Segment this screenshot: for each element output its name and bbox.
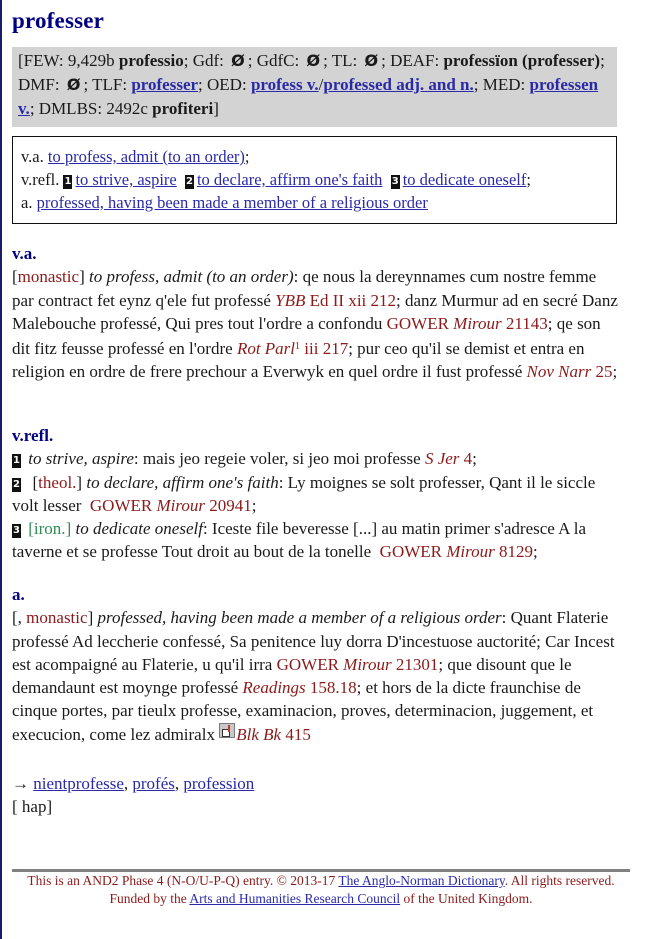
label-close: ] [87, 608, 98, 628]
citation[interactable] [425, 449, 472, 468]
empty-set-icon: Ø [66, 75, 81, 94]
med-label: ; MED: [473, 75, 530, 94]
gloss: to declare, affirm one's faith [86, 472, 279, 492]
footer [12, 872, 630, 907]
punct: ; [472, 449, 477, 469]
pos-label: v.refl. [21, 170, 64, 189]
pos-label: v.a. [21, 147, 48, 166]
footer-copyright [12, 872, 630, 890]
related-links [12, 772, 622, 795]
cross-reference-box [12, 47, 617, 127]
citation-ref: 21143 [501, 313, 548, 333]
footer-text: of the United Kingdom. [400, 890, 533, 906]
tl-label: ; TL: [323, 51, 362, 70]
quotation: : qe nous la dereynnames cum nostre femme par contract fet eynz q'ele fut professé [12, 267, 597, 310]
gloss: professed, having been made a member of a religious order [97, 608, 502, 628]
quotation: ; et hors de la dicte fraunchise de cinque portes, par tieulx professe, examinacion, proves, determinacion, juggement, et execucion, come lez admiralx [12, 678, 594, 744]
quotation: ; que disount que le demandaunt est moynge professé [12, 654, 572, 698]
few-word: professio [118, 51, 184, 70]
punct: ; [244, 147, 250, 166]
sense-number-badge: 1 [13, 455, 20, 467]
citation-ref: 415 [281, 724, 311, 744]
sense-number-badge: 2 [185, 176, 193, 187]
citation[interactable] [387, 314, 548, 333]
gdf-label: ; Gdf: [183, 51, 229, 70]
citation[interactable] [236, 725, 311, 744]
citation-title: Mirour [156, 495, 205, 515]
empty-set-icon: Ø [364, 51, 379, 70]
dmlbs-value: 2492c [106, 99, 153, 118]
related-link-profes[interactable]: profés [132, 774, 175, 793]
oed-link-professed[interactable]: professed adj. and n. [323, 75, 474, 94]
separator: , [123, 774, 133, 793]
few-value: 9,429b [67, 51, 119, 70]
citation-ref: 20941 [204, 495, 252, 515]
citation-title: S Jer [424, 449, 460, 469]
related-link-nientprofesse[interactable]: nientprofesse [33, 774, 124, 793]
usage-label: theol. [38, 472, 77, 492]
quotation: : Ly moignes se solt professer, Qant il le siccle volt lesser [12, 472, 596, 515]
sense-2: 2 [theol.] to declare, affirm one's faith: Ly moignes se solt professer, Qant il le siccle volt lesser GOWER Mirour 20941; [12, 472, 596, 515]
headword-title: professer [12, 8, 105, 33]
pos-heading: a. [12, 585, 25, 604]
sense-number-badge: 2 [13, 478, 20, 490]
gloss: to dedicate oneself [75, 519, 203, 539]
tlf-link[interactable]: professer [131, 75, 199, 94]
citation[interactable] [242, 678, 356, 697]
punct: ; [526, 170, 531, 189]
gloss: to strive, aspire [28, 449, 134, 469]
citation-ref: 25 [591, 362, 613, 382]
arrow-right-icon: → [12, 774, 34, 793]
summary-a [21, 191, 608, 214]
separator: , [174, 774, 184, 793]
sense-number-badge: 3 [13, 525, 20, 537]
citation-author: GOWER [386, 313, 454, 333]
dmf-label: ; DMF: [18, 51, 605, 94]
deaf-label: ; DEAF: [381, 51, 444, 70]
quotation: : Iceste file beveresse [...] au matin primer s'adresce A la taverne et se professe Tout droit au bout de la tonelle [12, 519, 586, 562]
hapax-note: [ hap] [12, 797, 53, 817]
citation[interactable] [527, 362, 613, 381]
sense-number-badge: 1 [64, 176, 72, 187]
label-open: [, [12, 608, 27, 628]
citation-title: Readings [242, 678, 306, 698]
oed-separator: / [318, 75, 324, 94]
citation-superscript: 1 [295, 341, 301, 353]
citation-title: Rot Parl [236, 339, 296, 359]
left-border-rule [0, 0, 2, 939]
section-a [12, 583, 622, 746]
empty-set-icon: Ø [231, 51, 245, 70]
bracket-close: ] [213, 99, 219, 118]
footer-text: This is an AND2 Phase 4 (N-O/U-P-Q) entry. © 2013-17 [27, 873, 339, 888]
sense-summary-box [12, 136, 617, 224]
footer-funding [12, 890, 630, 908]
usage-label: iron. [33, 519, 66, 539]
citation[interactable] [237, 339, 348, 358]
citation-title: Mirour [453, 313, 502, 333]
pos-heading: v.refl. [12, 426, 54, 445]
sense-number-badge: 3 [391, 176, 399, 187]
citation[interactable] [90, 496, 252, 515]
summary-link-sense-2[interactable]: to declare, affirm one's faith [196, 170, 383, 189]
sense-body [12, 606, 622, 746]
punct: ; [533, 542, 538, 562]
related-entries [12, 772, 622, 819]
citation-ref: 158.18 [305, 678, 357, 698]
dmlbs-word: profiteri [152, 99, 214, 118]
pos-heading: v.a. [12, 244, 37, 263]
sense-body: [monastic] to profess, admit (to an order): qe nous la dereynnames cum nostre femme par contract fet eynz q'ele fut professé YBB Ed II xii 212; danz Murmur ad en secré Danz Malebouche professé, Qui pres tout l'ordre a confondu GOWER Mirour 21143; qe son dit fitz feusse professé en l'ordre Rot Parl$^1$ iii 217; pur ceo qu'il se demist et entra en religion en ordre de frere prechour a Everwyk en quel ordre il fust professé Nov Narr 25; [12, 267, 618, 382]
summary-vrefl [21, 168, 608, 191]
punct: ; [612, 362, 618, 382]
quotation: ; qe son dit fitz feusse professé en l'ordre [12, 313, 601, 359]
anglo-norman-dictionary-link[interactable]: The Anglo-Norman Dictionary [338, 873, 505, 888]
sense-3: 3 [iron.] to dedicate oneself: Iceste file beveresse [...] au matin primer s'adresce A la taverne et se professe Tout droit au bout de la tonelle GOWER Mirour 8129; [12, 519, 586, 562]
quotation: : Quant Flaterie professé Ad leccherie confessé, Sa penitence luy dorra D'incestuose auctorité; Car Incest est acompaigné au Flaterie, u qu'il irra [12, 608, 615, 674]
footer-text: Funded by the [109, 890, 190, 906]
citation-title: Mirour [446, 542, 495, 562]
punct: ; [251, 495, 257, 515]
dmlbs-label: ; DMLBS: [29, 99, 107, 118]
oed-label: ; OED: [198, 75, 251, 94]
summary-link-sense-1[interactable]: to strive, aspire [75, 170, 177, 189]
citation[interactable] [277, 655, 439, 674]
citation-title: Mirour [343, 654, 392, 674]
footer-text: . All rights reserved. [504, 873, 615, 888]
citation-title: YBB [275, 290, 306, 310]
tlf-label: ; TLF: [83, 75, 132, 94]
gdfc-label: ; GdfC: [247, 51, 304, 70]
sense-1 [12, 447, 622, 470]
deaf-word: professïon (professer) [443, 51, 601, 70]
quotation: ; danz Murmur ad en secré Danz Malebouche professé, Qui pres tout l'ordre a confondu [12, 290, 618, 333]
summary-link-sense-3[interactable]: to dedicate oneself [402, 170, 527, 189]
gloss: to profess, admit (to an order) [88, 267, 294, 287]
citation-ref: Ed II xii 212 [305, 290, 397, 310]
med-link[interactable]: professen v. [18, 75, 599, 118]
ahrc-link[interactable]: Arts and Humanities Research Council [189, 890, 401, 906]
related-link-profession[interactable]: profession [183, 774, 255, 793]
external-source-icon[interactable] [219, 723, 235, 738]
citation-ref: 21301 [391, 654, 439, 674]
quotation: : mais jeo regeie voler, si jeo moi professe [133, 449, 425, 469]
section-vrefl [12, 424, 622, 564]
citation-ref: iii 217 [300, 339, 349, 359]
pos-label: a. [21, 193, 37, 212]
quotation: ; pur ceo qu'il se demist et entra en religion en ordre de frere prechour a Everwyk en quel ordre il fust professé [12, 339, 585, 382]
summary-link-va[interactable]: to profess, admit (to an order) [47, 147, 245, 166]
citation[interactable] [275, 291, 396, 310]
citation-title: Nov Narr [526, 362, 592, 382]
usage-label: monastic [17, 267, 80, 287]
citation-author: GOWER [379, 542, 447, 562]
summary-link-a[interactable]: professed, having been made a member of a religious order [36, 193, 428, 212]
citation-ref: 4 [459, 449, 473, 469]
oed-link-profess[interactable]: profess v. [250, 75, 319, 94]
usage-label: monastic [26, 608, 88, 628]
citation-ref: 8129 [494, 542, 533, 562]
citation-author: GOWER [276, 654, 344, 674]
empty-set-icon: Ø [306, 51, 321, 70]
section-va [12, 242, 622, 384]
few-label: [FEW: [18, 51, 68, 70]
summary-va [21, 145, 608, 168]
citation[interactable] [380, 542, 533, 561]
citation-title: Blk Bk [236, 724, 282, 744]
citation-author: GOWER [89, 495, 157, 515]
